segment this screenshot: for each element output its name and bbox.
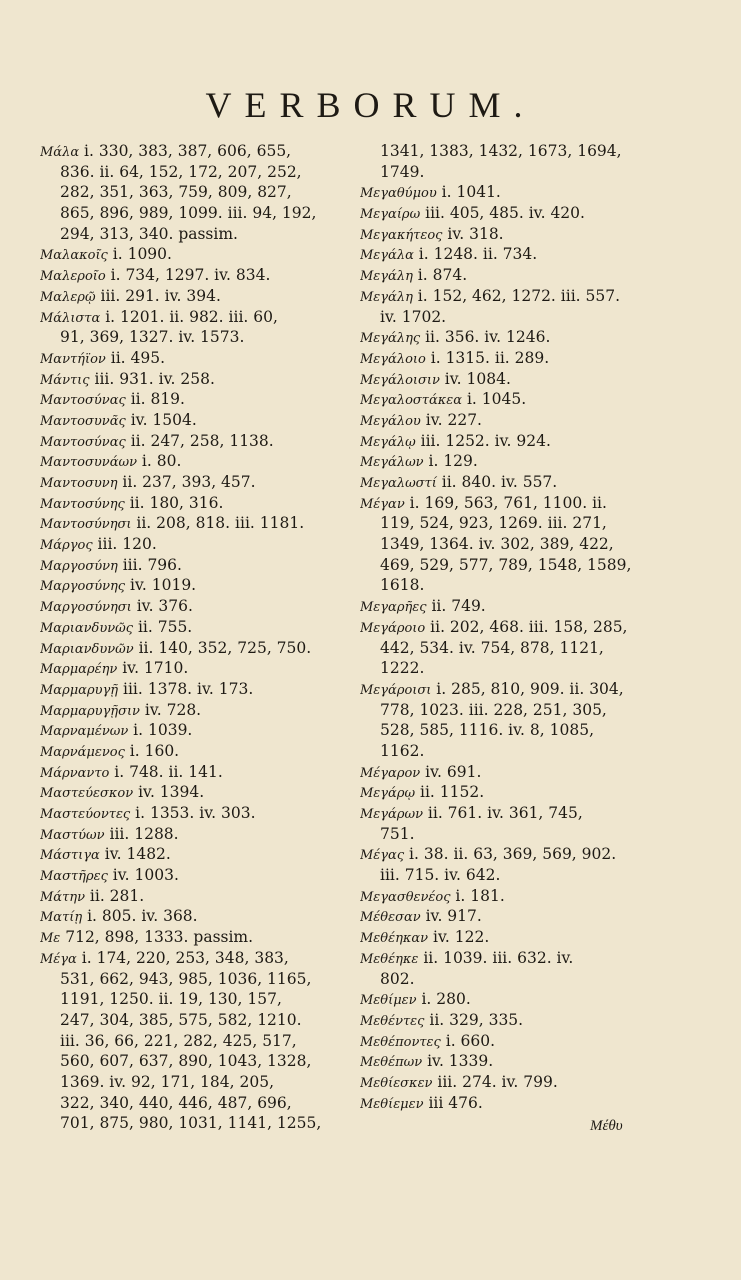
references: iii. 796. [117, 555, 182, 574]
references: i. 174, 220, 253, 348, 383, [76, 948, 289, 967]
catchword: Μέθυ [590, 1118, 623, 1134]
references: iv. 728. [139, 700, 202, 719]
index-entry [360, 369, 705, 390]
index-continuation: 1191, 1250. ii. 19, 130, 157, [60, 990, 282, 1009]
index-entry [40, 824, 340, 845]
index-continuation: 1222. [380, 659, 425, 678]
index-entry [40, 700, 340, 721]
headword: Μαργοσύνη [40, 558, 118, 574]
index-continuation: 531, 662, 943, 985, 1036, 1165, [60, 969, 312, 988]
index-entry [40, 844, 340, 865]
index-entry [360, 327, 705, 348]
headword: Μεθίμεν [360, 993, 417, 1009]
index-entry [40, 886, 340, 907]
index-entry [360, 286, 705, 307]
index-entry [40, 720, 340, 741]
index-entry [360, 410, 705, 431]
headword: Μαρμαρυγῇσιν [40, 703, 140, 719]
index-continuation: 91, 369, 1327. iv. 1573. [60, 328, 245, 347]
index-entry [40, 617, 340, 638]
headword: Μεγασθενέος [360, 889, 451, 905]
index-entry [40, 286, 340, 307]
index-entry [360, 451, 705, 472]
references: ii. 840. iv. 557. [436, 473, 558, 491]
index-continuation: 802. [380, 969, 415, 988]
references: i. 169, 563, 761, 1100. ii. [404, 493, 607, 512]
index-entry [40, 348, 340, 369]
references: iv. 227. [420, 410, 482, 429]
references: i. 1045. [462, 390, 527, 409]
index-entry [360, 389, 705, 410]
references: iii. 1288. [104, 824, 179, 843]
headword: Μεγάλα [360, 248, 414, 264]
references: ii. 247, 258, 1138. [125, 431, 274, 450]
index-continuation: 1341, 1383, 1432, 1673, 1694, [380, 142, 622, 160]
index-entry [360, 762, 705, 783]
references: iii. 931. iv. 258. [89, 369, 215, 388]
headword: Μεθίεσκεν [360, 1075, 433, 1091]
headword: Μαργοσύνης [40, 579, 126, 595]
references: 712, 898, 1333. passim. [60, 928, 254, 947]
index-entry [40, 265, 340, 286]
references: iii. 120. [92, 535, 157, 554]
references: iv. 1339. [422, 1052, 494, 1071]
headword: Μάλιστα [40, 310, 101, 326]
index-entry [360, 948, 705, 969]
references: iii. 1252. iv. 924. [415, 431, 551, 450]
headword: Μαστῆρες [40, 869, 108, 885]
headword: Μέγαν [360, 496, 405, 512]
index-continuation: 560, 607, 637, 890, 1043, 1328, [60, 1052, 312, 1071]
headword: Μαρνάμενος [40, 744, 125, 760]
headword: Μαστύων [40, 827, 105, 843]
references: iv. 122. [428, 928, 490, 947]
references: i. 1353. iv. 303. [130, 804, 256, 822]
index-entry [360, 1093, 705, 1114]
references: iii. 405, 485. iv. 420. [420, 204, 585, 223]
references: i. 1090. [107, 245, 172, 264]
headword: Μαλερῷ [40, 289, 96, 305]
index-entry [360, 617, 705, 638]
references: i. 160. [124, 741, 180, 760]
headword: Μεγαίρω [360, 207, 421, 223]
index-continuation: 778, 1023. iii. 228, 251, 305, [380, 700, 607, 719]
headword: Μαστεύεσκον [40, 786, 134, 802]
page-header: VERBORUM. [205, 85, 536, 125]
headword: Μεγάροισι [360, 682, 432, 698]
index-continuation: iii. 715. iv. 642. [380, 866, 501, 885]
headword: Μαντοσύνης [40, 496, 125, 512]
references: i. 80. [136, 452, 182, 471]
index-entry [40, 472, 340, 493]
index-continuation: 528, 585, 1116. iv. 8, 1085, [380, 721, 594, 740]
references: ii. 1152. [415, 783, 485, 802]
references: i. 152, 462, 1272. iii. 557. [412, 286, 621, 305]
index-entry [360, 431, 705, 452]
headword: Μάλα [40, 145, 80, 160]
references: ii. 281. [84, 886, 145, 905]
index-entry [360, 927, 705, 948]
headword: Μάργος [40, 538, 93, 554]
headword: Μαντοσύνας [40, 393, 126, 409]
references: ii. 208, 818. iii. 1181. [131, 514, 305, 533]
index-entry [40, 307, 340, 328]
headword: Μεγάλη [360, 269, 413, 285]
references: i. 874. [412, 266, 468, 285]
headword: Μαριανδυνῶν [40, 641, 134, 657]
index-entry [40, 596, 340, 617]
index-entry [360, 182, 705, 203]
index-entry [360, 1031, 705, 1052]
headword: Μεγάλη [360, 289, 413, 305]
headword: Μεγαθύμου [360, 186, 437, 202]
index-entry [360, 844, 705, 865]
index-continuation: 751. [380, 824, 415, 843]
references: iv. 917. [420, 907, 482, 926]
headword: Μάντις [40, 372, 90, 388]
index-entry [40, 658, 340, 679]
headword: Μάρναντο [40, 765, 110, 781]
references: i. 1041. [436, 183, 501, 202]
index-entry [40, 741, 340, 762]
headword: Μεγαρῆες [360, 600, 427, 616]
headword: Μεγάρων [360, 807, 423, 822]
headword: Μεγάλῳ [360, 434, 416, 450]
index-continuation: 1349, 1364. iv. 302, 389, 422, [380, 535, 614, 554]
headword: Μεγακήτεος [360, 227, 443, 243]
references: i. 330, 383, 387, 606, 655, [79, 142, 292, 160]
index-continuation: 469, 529, 577, 789, 1548, 1589, [380, 555, 632, 574]
headword: Μεγάλων [360, 455, 424, 471]
headword: Μαρμαρέην [40, 662, 118, 678]
references: ii. 140, 352, 725, 750. [133, 638, 312, 657]
references: iv. 1019. [125, 576, 197, 595]
references: i. 129. [423, 452, 478, 471]
references: i. 38. ii. 63, 369, 569, 902. [404, 845, 617, 864]
references: i. 280. [416, 990, 471, 1009]
headword: Μαντοσυνάων [40, 455, 137, 471]
headword: Μαργοσύνησι [40, 600, 132, 616]
references: i. 1248. ii. 734. [413, 245, 538, 264]
headword: Μεγάλης [360, 331, 421, 347]
index-entry [360, 203, 705, 224]
index-continuation: 1618. [380, 576, 425, 595]
index-column-right [360, 141, 705, 1113]
references: ii. 180, 316. [124, 493, 224, 512]
headword: Μαλεροῖο [40, 269, 106, 285]
headword: Μεγάροιο [360, 620, 426, 636]
references: iv. 1710. [117, 659, 189, 678]
references: ii. 202, 468. iii. 158, 285, [425, 617, 628, 636]
index-entry [360, 1072, 705, 1093]
index-entry [40, 927, 340, 948]
references: i. 748. ii. 141. [109, 762, 223, 781]
index-entry [40, 762, 340, 783]
headword: Μέγαρον [360, 765, 421, 781]
index-entry [40, 493, 340, 514]
references: i. 660. [440, 1031, 496, 1050]
references: ii. 1039. iii. 632. iv. [418, 948, 574, 967]
index-continuation: 1369. iv. 92, 171, 184, 205, [60, 1072, 274, 1091]
headword: Μεθέηκε [360, 951, 419, 967]
headword: Μέγας [360, 848, 405, 864]
headword: Μαντοσυνᾶς [40, 413, 126, 429]
references: i. 181. [450, 886, 505, 905]
references: i. 1039. [128, 721, 193, 740]
index-entry [40, 865, 340, 886]
headword: Μαστεύοντες [40, 807, 131, 822]
index-entry [360, 348, 705, 369]
index-continuation: 442, 534. iv. 754, 878, 1121, [380, 638, 604, 657]
index-entry [360, 244, 705, 265]
references: ii. 761. iv. 361, 745, [422, 804, 583, 822]
references: iv. 318. [442, 224, 504, 243]
index-continuation: 119, 524, 923, 1269. iii. 271, [380, 514, 607, 533]
headword: Μεθέποντες [360, 1034, 441, 1050]
headword: Ματίῃ [40, 910, 83, 926]
headword: Μαντοσυνη [40, 476, 118, 491]
headword: Μαντοσύνας [40, 434, 126, 450]
index-entry [40, 451, 340, 472]
references: iii. 1378. iv. 173. [118, 679, 254, 698]
references: ii. 329, 335. [424, 1010, 524, 1029]
index-continuation: 1749. [380, 162, 425, 181]
index-entry [360, 224, 705, 245]
index-entry [360, 886, 705, 907]
headword: Μαριανδυνῶς [40, 620, 134, 636]
index-continuation: 294, 313, 340. passim. [60, 224, 238, 243]
index-continuation: iv. 1702. [380, 307, 447, 326]
index-entry [40, 534, 340, 555]
references: iv. 1504. [125, 410, 197, 429]
index-continuation: 836. ii. 64, 152, 172, 207, 252, [60, 162, 302, 181]
references: iv. 691. [420, 762, 482, 781]
index-continuation: 322, 340, 440, 446, 487, 696, [60, 1093, 292, 1112]
references: iii. 291. iv. 394. [95, 286, 221, 305]
index-entry [360, 596, 705, 617]
references: ii. 356. iv. 1246. [420, 328, 551, 347]
headword: Μεθίεμεν [360, 1096, 424, 1112]
references: i. 1201. ii. 982. iii. 60, [100, 307, 278, 326]
references: i. 734, 1297. iv. 834. [105, 266, 271, 285]
headword: Μέγα [40, 951, 77, 967]
index-entry [360, 265, 705, 286]
references: ii. 749. [426, 597, 486, 616]
index-entry [40, 803, 340, 824]
index-entry [360, 782, 705, 803]
headword: Μαντοσύνησι [40, 517, 132, 533]
references: ii. 237, 393, 457. [117, 473, 256, 491]
index-entry [360, 1010, 705, 1031]
index-entry [360, 1051, 705, 1072]
index-entry [360, 493, 705, 514]
index-entry [40, 431, 340, 452]
index-entry [40, 244, 340, 265]
index-continuation: 865, 896, 989, 1099. iii. 94, 192, [60, 204, 317, 223]
references: i. 285, 810, 909. ii. 304, [431, 679, 624, 698]
index-continuation: 282, 351, 363, 759, 809, 827, [60, 183, 292, 202]
references: i. 1315. ii. 289. [425, 348, 550, 367]
index-entry [40, 513, 340, 534]
references: ii. 495. [105, 348, 166, 367]
index-entry [40, 679, 340, 700]
index-entry [40, 389, 340, 410]
index-entry [360, 989, 705, 1010]
index-entry [40, 948, 340, 969]
references: ii. 755. [133, 617, 193, 636]
index-column-left [40, 141, 340, 1134]
headword: Μεγάλου [360, 413, 421, 429]
headword: Μάστιγα [40, 848, 100, 864]
references: iv. 1394. [133, 783, 205, 802]
headword: Μεγάλοιο [360, 351, 426, 367]
headword: Μεγαλοστάκεα [360, 393, 463, 409]
index-entry [360, 679, 705, 700]
references: iii 476. [423, 1093, 483, 1112]
index-entry [40, 906, 340, 927]
headword: Με [40, 931, 61, 947]
index-entry [360, 472, 705, 493]
index-entry [40, 141, 340, 162]
index-entry [40, 638, 340, 659]
index-entry [40, 410, 340, 431]
index-continuation: 247, 304, 385, 575, 582, 1210. [60, 1010, 302, 1029]
references: iv. 376. [131, 597, 193, 616]
headword: Μαλακοῖς [40, 248, 108, 264]
headword: Μάτην [40, 889, 85, 905]
references: ii. 819. [125, 390, 185, 409]
headword: Μεθέηκαν [360, 931, 429, 947]
index-entry [40, 369, 340, 390]
references: iv. 1482. [99, 845, 171, 864]
headword: Μαρμαρυγῇ [40, 682, 119, 698]
headword: Μαρναμένων [40, 724, 129, 740]
headword: Μέθεσαν [360, 910, 421, 926]
headword: Μεγάλοισιν [360, 372, 440, 388]
headword: Μεγαλωστί [360, 476, 437, 491]
index-entry [40, 575, 340, 596]
index-entry [40, 555, 340, 576]
headword: Μεθέπων [360, 1055, 423, 1071]
index-entry [360, 803, 705, 824]
headword: Μαντήϊον [40, 351, 106, 367]
references: iv. 1084. [439, 369, 511, 388]
references: i. 805. iv. 368. [82, 907, 198, 926]
references: iv. 1003. [107, 866, 179, 885]
references: iii. 274. iv. 799. [432, 1072, 558, 1091]
headword: Μεθέντες [360, 1013, 425, 1029]
index-continuation: iii. 36, 66, 221, 282, 425, 517, [60, 1031, 297, 1050]
index-continuation: 701, 875, 980, 1031, 1141, 1255, [60, 1114, 322, 1133]
index-entry [40, 782, 340, 803]
index-entry [360, 906, 705, 927]
headword: Μεγάρῳ [360, 786, 416, 802]
index-continuation: 1162. [380, 741, 425, 760]
